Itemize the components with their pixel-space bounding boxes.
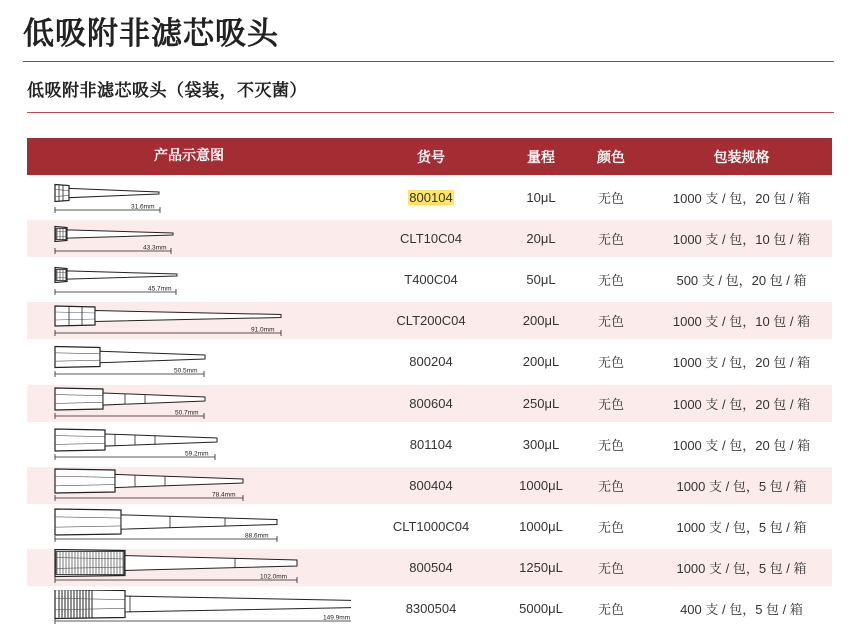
range-cell: 1000μL [519,477,563,493]
pipette-tip-diagram [27,261,351,298]
color-cell: 无色 [597,437,624,453]
color-cell: 无色 [597,355,624,371]
code-cell [351,231,511,246]
length-label: 50.7mm [175,409,199,417]
code-cell [351,190,511,205]
table-body [27,179,832,627]
range-cell: 5000μL [519,601,563,617]
product-image-cell [27,590,351,627]
packaging-cell: 400 支 / 包，5 包 / 箱 [680,602,803,618]
length-label: 91.0mm [251,326,275,334]
product-code: CLT10C04 [400,231,462,247]
product-image-cell [27,343,351,380]
product-image-cell [27,302,351,339]
length-label: 78.4mm [212,491,236,499]
pipette-tip-diagram [27,426,351,463]
range-cell: 200μL [522,313,560,329]
product-code: 800604 [409,395,453,411]
length-label: 43.3mm [143,244,167,252]
color-cell: 无色 [597,478,624,494]
product-image-cell [27,549,351,586]
header-packaging: 包装规格 [713,149,770,166]
table-row [27,385,832,422]
pipette-tip-diagram [27,179,351,216]
table-row [27,261,832,298]
table-row [27,508,832,545]
color-cell: 无色 [597,273,624,289]
product-table [27,138,832,627]
product-image-cell [27,385,351,422]
page-title: 低吸附非滤芯吸头 [23,16,279,52]
code-cell [351,519,511,534]
section-divider [27,112,834,113]
range-cell: 300μL [522,436,560,452]
color-cell: 无色 [597,191,624,207]
packaging-cell: 1000 支 / 包，10 包 / 箱 [672,232,811,248]
pipette-tip-diagram [27,549,351,586]
product-image-cell [27,508,351,545]
code-cell [351,601,511,616]
packaging-cell: 1000 支 / 包，5 包 / 箱 [676,519,807,535]
table-row [27,343,832,380]
table-row [27,549,832,586]
product-code: 800504 [409,559,453,575]
product-image-cell [27,467,351,504]
packaging-cell: 500 支 / 包，20 包 / 箱 [676,273,807,289]
range-cell: 250μL [522,395,560,411]
packaging-cell: 1000 支 / 包，5 包 / 箱 [676,560,807,576]
table-row [27,220,832,257]
pipette-tip-diagram [27,508,351,545]
length-label: 31.6mm [131,203,155,211]
color-cell: 无色 [597,314,624,330]
table-row [27,179,832,216]
product-image-cell [27,179,351,216]
title-divider [23,61,834,62]
length-label: 59.2mm [185,450,209,458]
product-code: CLT1000C04 [392,518,470,534]
length-label: 45.7mm [148,285,172,293]
header-color: 颜色 [597,149,625,166]
range-cell: 50μL [526,272,556,288]
header-range: 量程 [527,149,555,166]
product-code: CLT200C04 [396,313,466,329]
product-code: 800204 [409,354,453,370]
product-code: T400C04 [404,272,458,288]
product-image-cell [27,261,351,298]
length-label: 50.5mm [174,367,198,375]
product-code: 8300504 [405,601,457,617]
header-code: 货号 [417,149,445,166]
product-code: 801104 [409,436,453,452]
pipette-tip-diagram [27,385,351,422]
product-image-cell [27,426,351,463]
product-image-cell [27,220,351,257]
product-code: 800404 [409,477,453,493]
code-cell [351,478,511,493]
table-row [27,467,832,504]
code-cell [351,313,511,328]
code-cell [351,437,511,452]
header-image: 产品示意图 [154,148,224,164]
color-cell: 无色 [597,232,624,248]
pipette-tip-diagram [27,220,351,257]
table-row [27,426,832,463]
range-cell: 10μL [526,190,556,206]
code-cell [351,354,511,369]
product-code: 800104 [409,190,453,206]
range-cell: 200μL [522,354,560,370]
packaging-cell: 1000 支 / 包，20 包 / 箱 [672,191,811,207]
color-cell: 无色 [597,519,624,535]
packaging-cell: 1000 支 / 包，20 包 / 箱 [672,437,811,453]
table-row [27,302,832,339]
range-cell: 1000μL [519,518,563,534]
pipette-tip-diagram [27,590,351,627]
table-row [27,590,832,627]
range-cell: 20μL [526,231,556,247]
pipette-tip-diagram [27,343,351,380]
pipette-tip-diagram [27,467,351,504]
color-cell: 无色 [597,560,624,576]
range-cell: 1250μL [519,559,563,575]
length-label: 88.6mm [245,532,269,540]
packaging-cell: 1000 支 / 包，5 包 / 箱 [676,478,807,494]
packaging-cell: 1000 支 / 包，20 包 / 箱 [672,396,811,412]
code-cell [351,272,511,287]
section-title: 低吸附非滤芯吸头（袋装，不灭菌） [27,81,307,101]
packaging-cell: 1000 支 / 包，10 包 / 箱 [672,314,811,330]
code-cell [351,396,511,411]
color-cell: 无色 [597,602,624,618]
packaging-cell: 1000 支 / 包，20 包 / 箱 [672,355,811,371]
table-header [27,138,832,175]
length-label: 102.0mm [260,573,288,581]
color-cell: 无色 [597,396,624,412]
pipette-tip-diagram [27,302,351,339]
length-label: 149.9mm [323,614,351,622]
code-cell [351,560,511,575]
